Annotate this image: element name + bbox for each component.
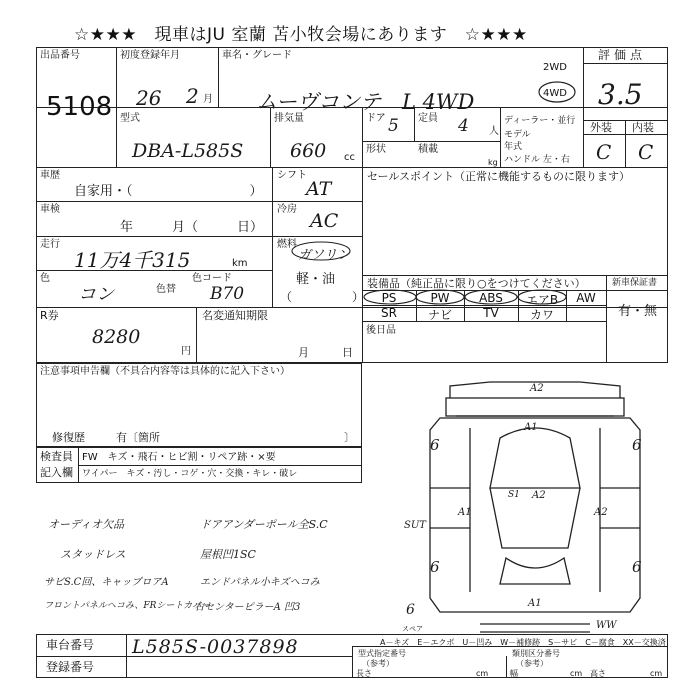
mark-a1-top: A1 [524,422,538,433]
tire-front-right: 6 [632,436,642,454]
page-title: ☆★★★ 現車はJU 室蘭 苫小牧会場にあります ☆★★★ [74,25,528,45]
chassis-label: 車台番号 [46,638,95,652]
fuel-options: 軽・油 [296,272,336,287]
repair-close: 〕 [344,431,355,444]
tire-front-left: 6 [430,436,440,454]
r-ken-value: 8280 [92,326,141,348]
use-label: 車歴 [40,170,60,181]
interior-label: 内装 [632,121,654,134]
name-change-text: 月 日 [298,346,353,359]
model-year-label1: モデル [504,130,531,140]
mark-a2-top: A2 [530,383,544,394]
height-label: 高さ [590,669,606,678]
model-label: 型式 [120,113,140,124]
mark-s1: S1 [508,490,520,500]
fuel-label: 燃料 [277,239,297,250]
r-ken-unit: 円 [181,346,191,357]
interior-grade: C [638,140,654,164]
displacement-value: 660 [290,140,327,162]
equip-navi: ナビ [427,308,452,322]
equipment-label: 装備品（純正品に限り○をつけてください） [367,277,586,290]
load-unit: kg [488,158,498,167]
width-label: 幅 [510,669,518,678]
inspector-label-2: 記入欄 [40,466,73,479]
warranty-label: 新車保証書 [612,278,658,288]
score-value: 3.5 [598,78,643,111]
length-label: 長さ [356,669,372,678]
equip-leather: カワ [529,308,554,322]
color-swap-label: 色替 [156,284,176,295]
equip-aw: AW [576,291,596,305]
first-reg-month: 2 [186,84,199,108]
inspector-row-1: FW キズ・飛石・ヒビ割・リペア跡・×要 [82,452,276,463]
chassis-number: L585S-0037898 [132,636,299,658]
color-value: コン [78,284,114,305]
exterior-grade: C [596,140,612,164]
lot-number: 5108 [46,92,113,122]
model-spec-label-1: 型式指定番号 [358,649,406,658]
inspector-label-1: 検査員 [40,450,73,463]
capacity-unit: 人 [489,126,499,137]
width-unit: cm [570,669,583,678]
first-reg-label: 初度登録年月 [120,50,180,61]
displacement-label: 排気量 [274,113,304,124]
shape-label: 形状 [366,144,386,155]
warranty-value: 有・無 [618,304,658,319]
mileage-label: 走行 [40,239,60,250]
equip-abs: ABS [479,291,503,305]
score-label: 評価点 [598,48,647,62]
mileage-value: 11万4千315 [74,248,191,272]
color-code-label: 色コード [192,273,232,284]
inspection-text: 年 月（ 日） [120,220,264,235]
note-right-3: 右センターピラーA 凹3 [194,602,301,613]
shift-label: シフト [277,170,307,181]
fuel-value: ガソリン [298,248,351,263]
class-no-label-2: （参考） [516,659,548,668]
equip-sr: SR [381,306,397,320]
first-reg-month-unit: 月 [203,94,213,105]
color-code: B70 [210,284,245,304]
inspection-label: 車検 [40,204,60,215]
sales-point-label: セールスポイント（正常に機能するものに限ります） [367,170,631,183]
repair-value: 有〔箇所 [116,431,160,444]
displacement-unit: cc [344,152,355,163]
note-left-0: オーディオ欠品 [48,518,125,531]
equip-ps: PS [381,291,397,305]
drive-2wd: 2WD [543,62,567,73]
equip-airbag: エアB [525,293,559,307]
handle-label: ハンドル 左・右 [504,155,570,165]
mark-sut: SUT [404,520,426,531]
first-reg-year: 26 [136,86,162,110]
tire-spare: 6 [406,602,415,618]
r-ken-label: R券 [40,309,59,322]
cooling-value: AC [310,210,339,232]
notes-label: 注意事項申告欄（不具合内容等は具体的に記入下さい） [40,366,290,377]
mark-a1-left: A1 [458,507,472,518]
car-name-label: 車名・グレード [222,50,292,61]
note-left-2: サビS.C回、キャップロアA [44,577,169,588]
reg-no-label: 登録番号 [46,660,95,674]
class-no-label-1: 類別区分番号 [512,649,560,658]
car-name-value: ムーヴコンテ L 4WD [256,90,475,114]
model-year-label2: 年式 [504,142,523,152]
tire-rear-right: 6 [632,558,642,576]
legend: A－キズ E－エクボ U－凹み W－補修跡 S－サビ C－腐食 XX－交換済 [380,638,666,647]
model-value: DBA-L585S [132,140,244,162]
drive-4wd: 4WD [543,88,567,99]
note-left-3: フロントパネルヘコみ、FRシートカバー [44,601,211,611]
mark-a2-mid: A2 [532,490,546,501]
dealer-label: ディーラー・並行 [504,116,576,126]
exterior-label: 外装 [590,121,612,134]
mark-a1-bottom: A1 [528,598,542,609]
mileage-unit: km [232,258,248,269]
lot-label: 出品番号 [40,50,80,61]
equip-pw: PW [430,291,450,305]
note-right-2: エンドパネル小キズヘコみ [200,577,320,588]
note-right-0: ドアアンダーポール全S.C [200,518,328,531]
cooling-label: 冷房 [277,204,297,215]
shift-value: AT [306,178,332,200]
fuel-paren: （ ） [280,290,365,304]
load-label: 積載 [418,144,438,155]
spare-label: スペア [402,625,423,633]
model-spec-label-2: （参考） [362,659,394,668]
mark-a2-right: A2 [594,507,608,518]
capacity-value: 4 [458,116,469,136]
height-unit: cm [650,669,663,678]
note-right-1: 屋根凹1SC [200,548,256,561]
inspector-row-2: ワイパー キズ・汚し・コゲ・穴・交換・キレ・破レ [82,469,298,479]
name-change-label: 名変通知期限 [202,309,268,322]
rear-seat-label: 後日品 [366,325,396,336]
equip-tv: TV [483,306,499,320]
length-unit: cm [476,669,489,678]
mark-ww: WW [596,620,617,631]
capacity-label: 定員 [418,113,438,124]
color-label: 色 [40,273,50,284]
tire-rear-left: 6 [430,558,440,576]
doors-label: ドア [366,113,386,124]
use-value: 自家用・（ ） [74,184,263,199]
doors-value: 5 [388,116,399,136]
repair-label: 修復歴 [52,431,85,444]
note-left-1: スタッドレス [60,548,126,561]
